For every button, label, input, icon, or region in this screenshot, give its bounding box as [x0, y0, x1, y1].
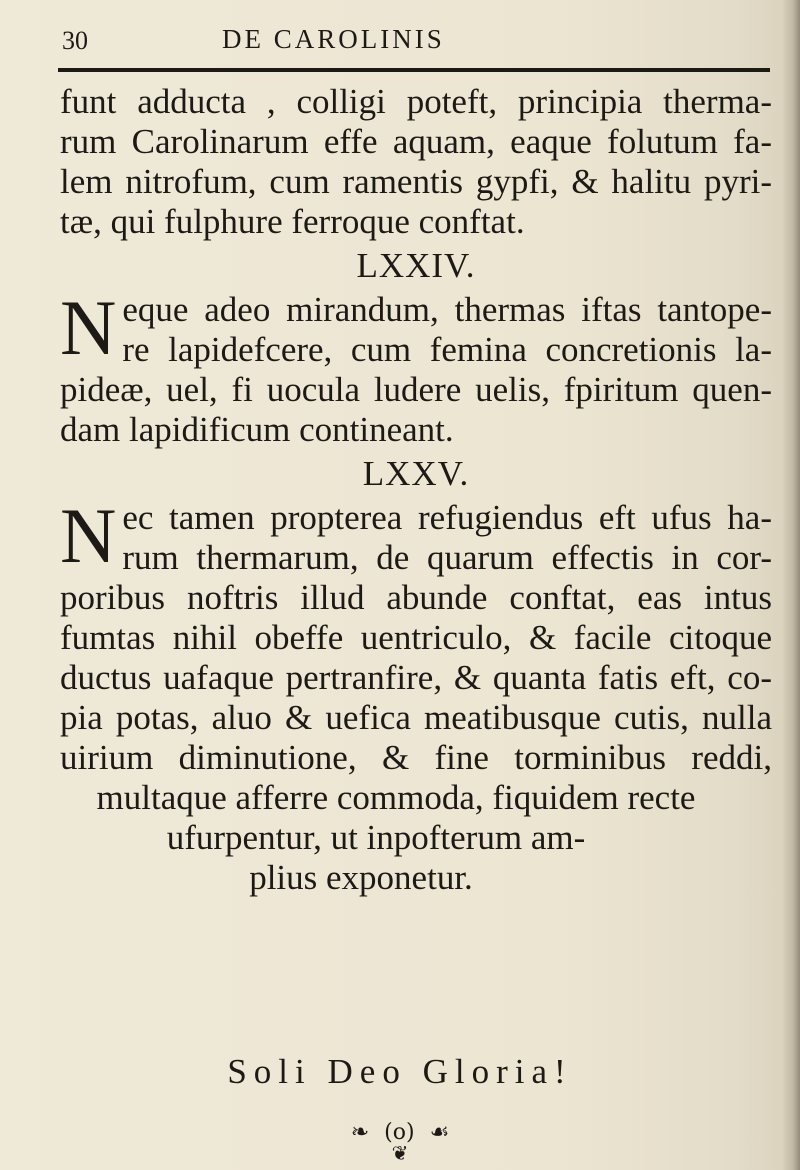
fleuron-right-icon: ☙	[429, 1120, 450, 1145]
paragraph-lxxiv	[60, 284, 772, 450]
tailpiece-ornament	[0, 1120, 800, 1165]
text-line: ductus uafaque pertranfire, & quanta fatis eft, co-	[60, 658, 772, 697]
text-line: dam lapidificum contineant.	[60, 410, 454, 449]
ornament-center: (o)	[384, 1120, 415, 1145]
text-line: rum thermarum, de quarum effectis in cor-	[122, 538, 772, 577]
text-line: pia potas, aluo & uefica meatibusque cutis, nulla	[60, 698, 772, 737]
text-line: multaque afferre commoda, fiquidem recte	[96, 778, 696, 817]
text-line: fumtas nihil obeffe uentriculo, & facile citoque	[60, 618, 772, 657]
running-head: DE CAROLINIS	[222, 24, 445, 54]
fleuron-left-icon: ❧	[350, 1120, 370, 1145]
drop-cap: N	[60, 492, 117, 579]
header-rule	[58, 68, 770, 72]
text-line: plius exponetur.	[249, 858, 473, 897]
text-line: poribus noftris illud abunde conftat, eas intus	[60, 578, 772, 617]
closing-line: Soli Deo Gloria!	[227, 1052, 573, 1091]
fleuron-bottom-icon: ❦	[391, 1141, 409, 1165]
text-line: uirium diminutione, & fine torminibus reddi,	[60, 738, 772, 777]
text-line: lem nitrofum, cum ramentis gypfi, & halitu pyri-	[60, 162, 772, 201]
text-line: ufurpentur, ut inpofterum am-	[166, 818, 586, 857]
section-heading-lxxiv: LXXIV.	[356, 246, 476, 285]
paragraph-continuation	[60, 82, 772, 242]
text-line: pideæ, uel, fi uocula ludere uelis, fpiritum quen-	[60, 370, 772, 409]
page-header	[62, 18, 772, 62]
paragraph-lxxv	[60, 492, 772, 898]
text-line: re lapidefcere, cum femina concretionis la-	[122, 330, 772, 369]
drop-cap: N	[60, 284, 117, 371]
page-number: 30	[62, 26, 88, 55]
text-line: funt adducta , colligi poteft, principia therma-	[60, 82, 772, 121]
text-line: eque adeo mirandum, thermas iftas tantope-	[122, 290, 772, 329]
text-line: ec tamen propterea refugiendus eft ufus ha-	[122, 498, 772, 537]
body-text	[60, 82, 772, 898]
page-edge-shadow	[782, 0, 800, 1170]
text-line: rum Carolinarum effe aquam, eaque folutum fa-	[60, 122, 772, 161]
section-heading-lxxv: LXXV.	[362, 454, 470, 493]
text-line: tæ, qui fulphure ferroque conftat.	[60, 202, 525, 241]
